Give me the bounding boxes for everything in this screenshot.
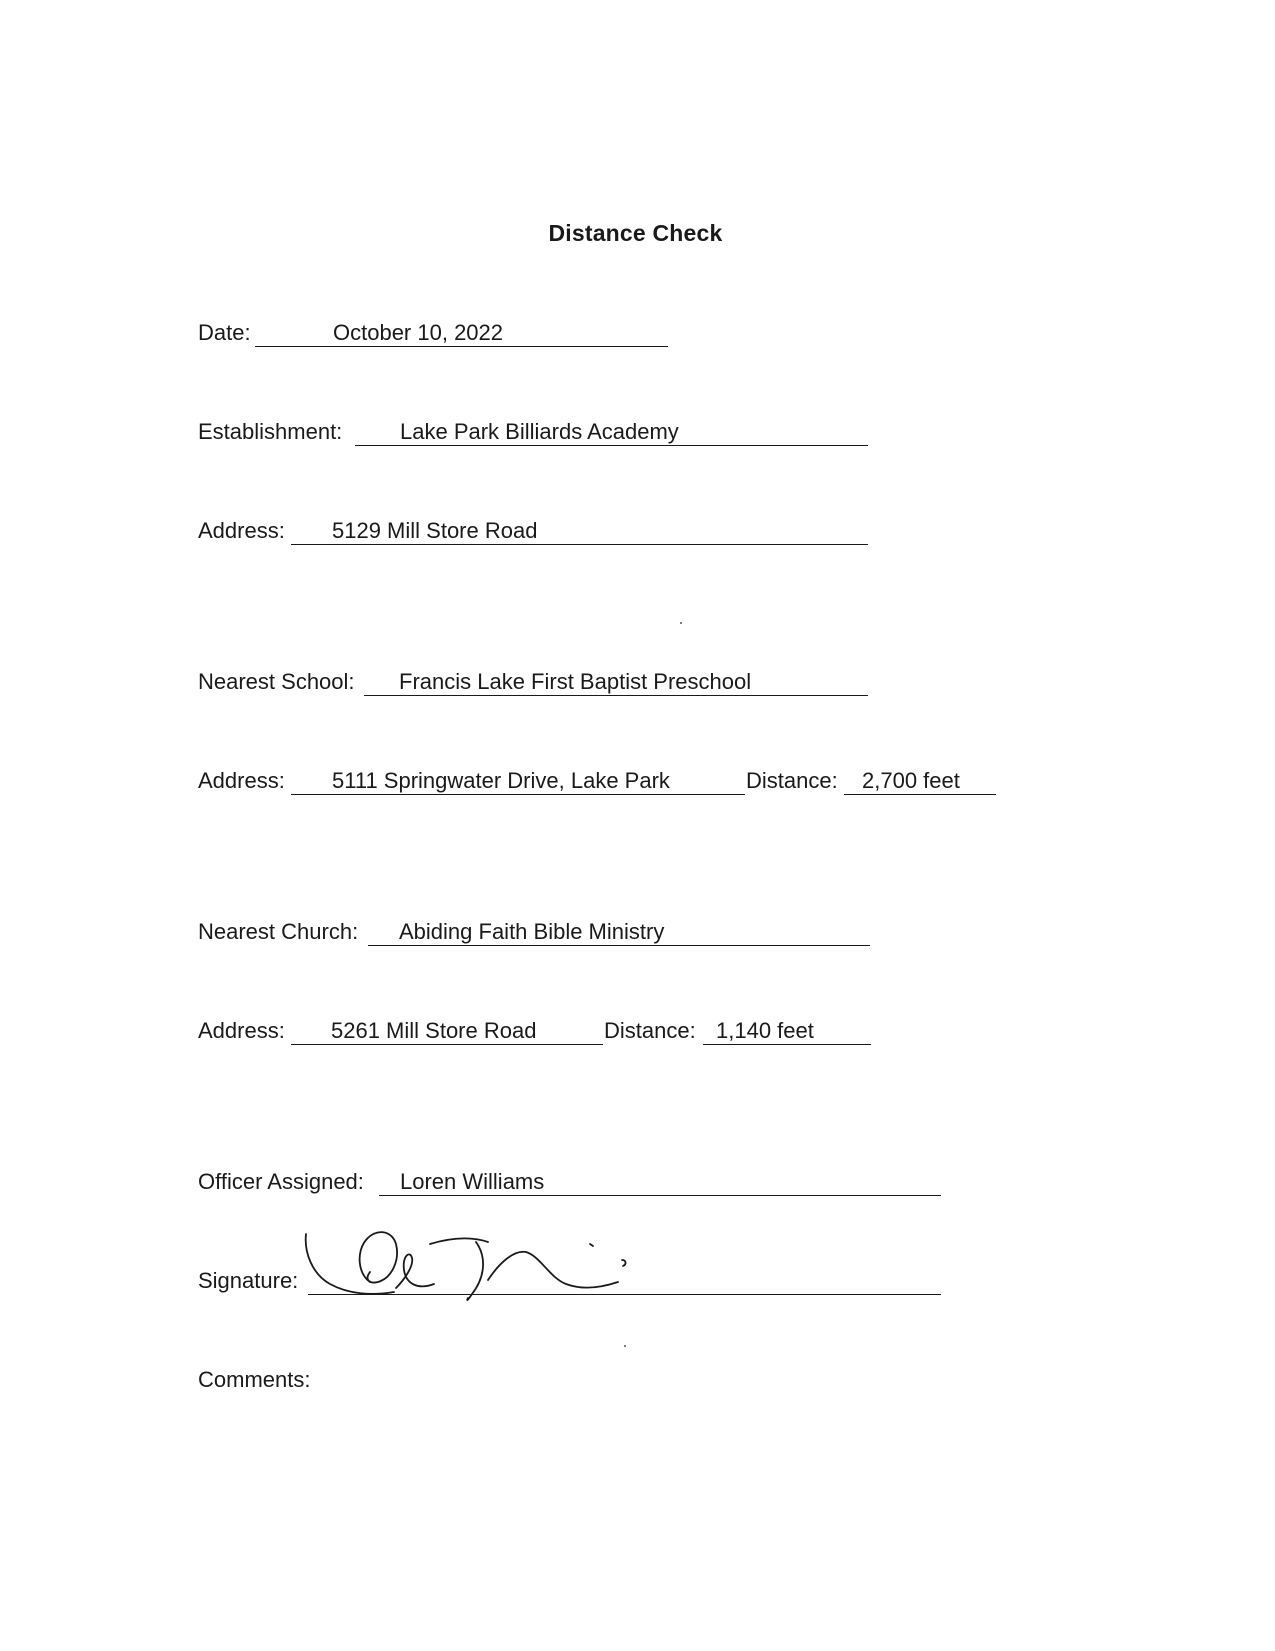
date-field (255, 319, 668, 347)
school-address-row (198, 767, 1008, 795)
date-row (198, 319, 678, 347)
nearest-church-row (198, 918, 878, 946)
establishment-field (355, 418, 868, 446)
form-title-text: Distance Check (548, 220, 723, 246)
nearest-church-label: Nearest Church: (198, 919, 359, 944)
form-title (0, 220, 1275, 247)
school-address-value: 5111 Springwater Drive, Lake Park (332, 768, 670, 793)
establishment-address-field (291, 517, 868, 545)
nearest-school-label: Nearest School: (198, 669, 355, 694)
church-address-field (291, 1017, 603, 1045)
church-address-value: 5261 Mill Store Road (331, 1018, 537, 1043)
establishment-address-label: Address: (198, 518, 285, 543)
nearest-school-field (364, 668, 868, 696)
officer-value: Loren Williams (400, 1169, 545, 1194)
school-address-field (291, 767, 745, 795)
comments-row (198, 1366, 498, 1394)
establishment-value: Lake Park Billiards Academy (400, 419, 679, 444)
officer-label: Officer Assigned: (198, 1169, 364, 1194)
date-value: October 10, 2022 (333, 320, 504, 345)
comments-label: Comments: (198, 1367, 311, 1392)
establishment-row (198, 418, 878, 446)
scan-speck (624, 1345, 626, 1347)
establishment-address-value: 5129 Mill Store Road (332, 518, 538, 543)
handwritten-signature (300, 1222, 645, 1312)
nearest-church-field (368, 918, 870, 946)
scan-speck (680, 622, 682, 624)
church-distance-value: 1,140 feet (716, 1018, 814, 1043)
school-distance-value: 2,700 feet (862, 768, 960, 793)
nearest-school-row (198, 668, 878, 696)
officer-row (198, 1168, 948, 1196)
establishment-address-row (198, 517, 878, 545)
church-distance-label: Distance: (604, 1018, 696, 1043)
nearest-school-value: Francis Lake First Baptist Preschool (399, 669, 752, 694)
church-address-label: Address: (198, 1018, 285, 1043)
officer-field (379, 1168, 941, 1196)
date-label: Date: (198, 320, 251, 345)
church-distance-field (703, 1017, 871, 1045)
church-address-row (198, 1017, 878, 1045)
establishment-label: Establishment: (198, 419, 343, 444)
school-address-label: Address: (198, 768, 285, 793)
school-distance-field (844, 767, 996, 795)
nearest-church-value: Abiding Faith Bible Ministry (399, 919, 665, 944)
school-distance-label: Distance: (746, 768, 838, 793)
signature-label: Signature: (198, 1268, 299, 1293)
